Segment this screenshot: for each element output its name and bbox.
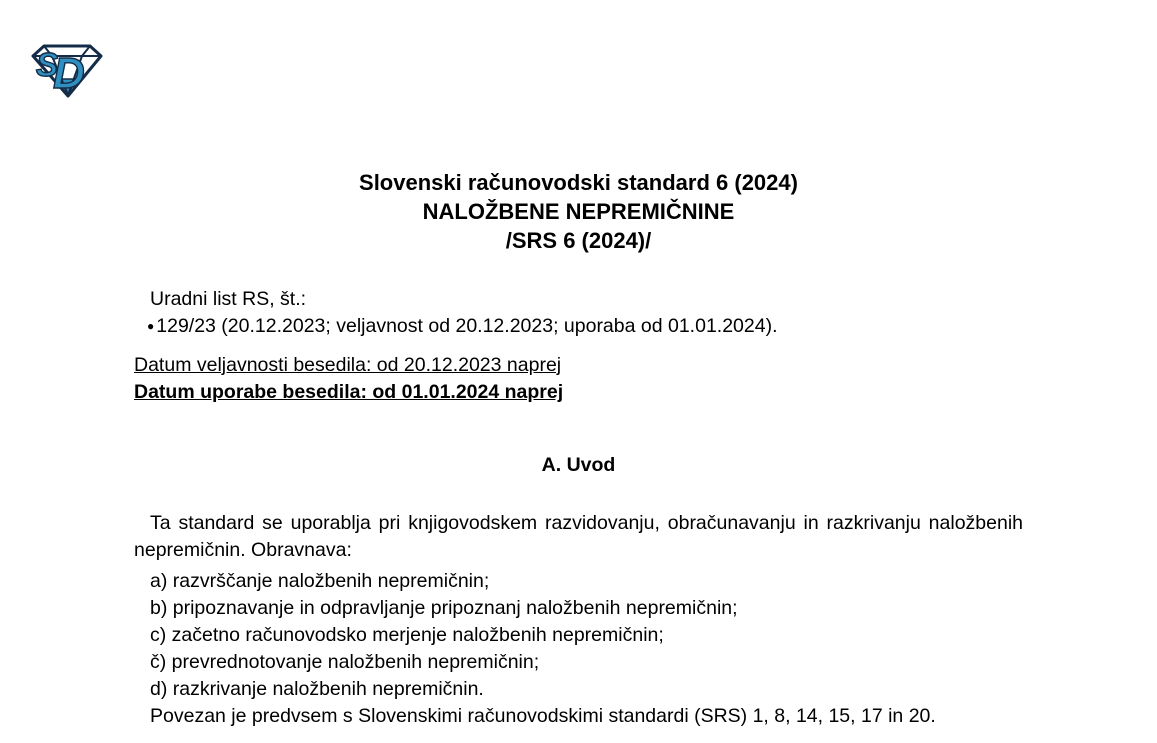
list-item-c: c) začetno računovodsko merjenje naložbenih nepremičnin;: [150, 624, 664, 646]
diamond-gem-icon: [31, 39, 103, 99]
validity-date-line: Datum veljavnosti besedila: od 20.12.2023 naprej: [134, 354, 562, 376]
sd-diamond-logo: [31, 39, 103, 99]
document-title: [134, 168, 1023, 255]
title-line-standard: Slovenski računovodski standard 6 (2024): [359, 170, 798, 195]
application-date-line: Datum uporabe besedila: od 01.01.2024 naprej: [134, 381, 564, 403]
list-item-a: a) razvrščanje naložbenih nepremičnin;: [150, 570, 490, 592]
topics-list: [134, 568, 1023, 703]
list-item-ch: č) prevrednotovanje naložbenih nepremičnin;: [150, 651, 540, 673]
title-line-code: /SRS 6 (2024)/: [505, 228, 652, 253]
section-heading-uvod: A. Uvod: [541, 454, 616, 476]
title-line-subject: NALOŽBENE NEPREMIČNINE: [422, 199, 735, 224]
related-standards-paragraph: Povezan je predvsem s Slovenskimi računovodskimi standardi (SRS) 1, 8, 14, 15, 17 in 20.: [150, 705, 936, 727]
bullet-icon: ●: [147, 319, 155, 333]
logo-letter-d: D: [53, 49, 85, 98]
gazette-item-text: 129/23 (20.12.2023; veljavnost od 20.12.2023; uporaba od 01.01.2024).: [156, 315, 778, 337]
logo-letter-s: S: [36, 46, 59, 83]
intro-paragraph: Ta standard se uporablja pri knjigovodskem razvidovanju, obračunavanju in razkrivanju naložbenih nepremičnin. Obravnava:: [134, 512, 1023, 561]
gazette-label: Uradni list RS, št.:: [150, 288, 307, 310]
gazette-item: [134, 313, 1023, 340]
list-item-b: b) pripoznavanje in odpravljanje pripoznanj naložbenih nepremičnin;: [150, 597, 738, 619]
list-item-d: d) razkrivanje naložbenih nepremičnin.: [150, 678, 484, 700]
